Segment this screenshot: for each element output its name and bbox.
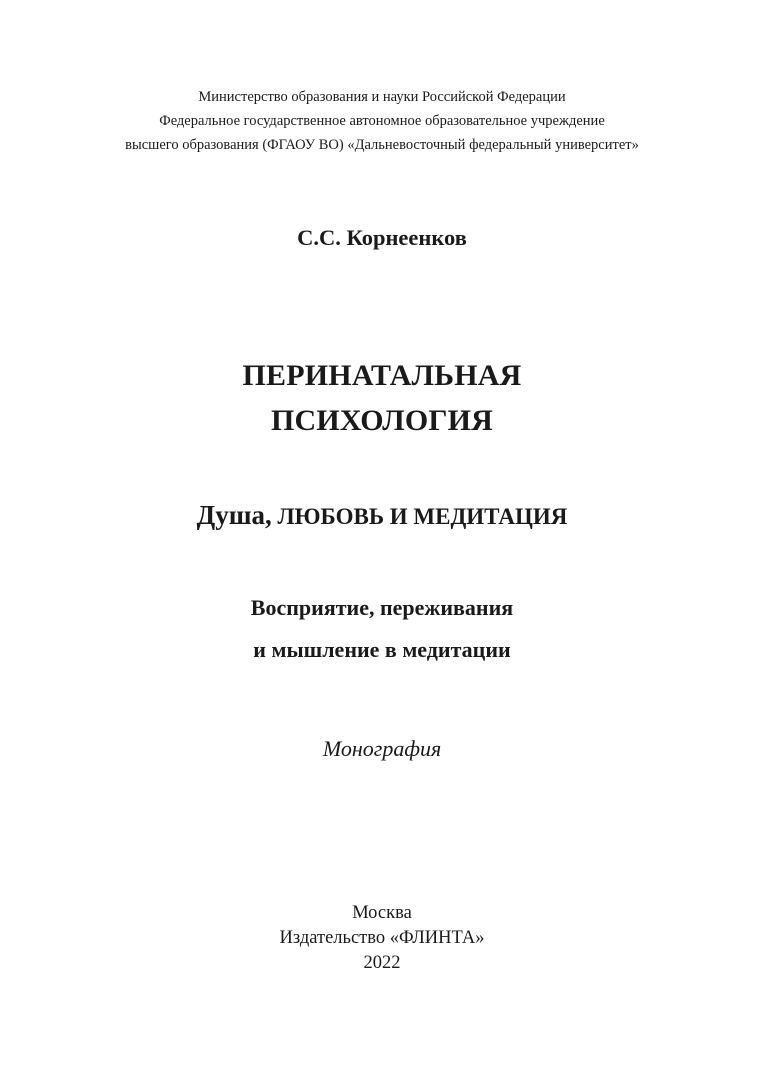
imprint-year: 2022 — [363, 953, 401, 973]
book-subtitle — [0, 499, 764, 533]
book-title-line-1: ПЕРИНАТАЛЬНАЯ — [242, 359, 522, 392]
book-subsubtitle-line-2: и мышление в медитации — [253, 637, 511, 662]
subtitle-rest: ЛЮБОВЬ И МЕДИТАЦИЯ — [271, 504, 568, 529]
author-name: С.С. Корнеенков — [297, 225, 467, 250]
institution-line-type: Федеральное государственное автономное образовательное учреждение — [159, 113, 605, 129]
book-subsubtitle-line-1: Восприятие, переживания — [250, 595, 514, 620]
imprint-city: Москва — [352, 903, 412, 923]
book-genre: Монография — [322, 736, 442, 761]
institution-line-ministry: Министерство образования и науки Российской Федерации — [198, 89, 566, 105]
institution-line-university: высшего образования (ФГАОУ ВО) «Дальневосточный федеральный университет» — [125, 137, 639, 153]
imprint-publisher: Издательство «ФЛИНТА» — [279, 928, 485, 948]
subtitle-first-word: Душа, — [196, 500, 272, 530]
book-title-line-2: ПСИХОЛОГИЯ — [270, 404, 494, 437]
